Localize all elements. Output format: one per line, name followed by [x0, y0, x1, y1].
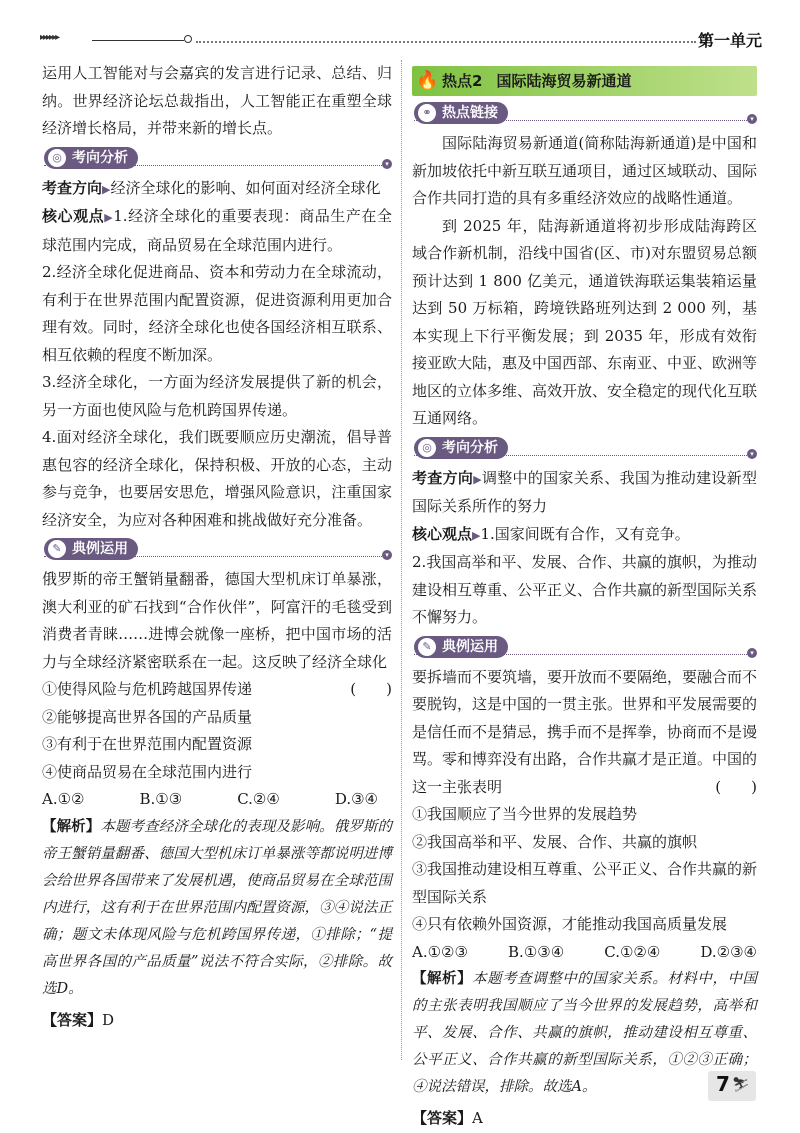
column-divider: [401, 60, 402, 1060]
option-3: ③我国推动建设相互尊重、公平正义、合作共赢的新型国际关系: [412, 860, 758, 906]
choice-a: A.①②③: [412, 942, 468, 961]
core-point-1: 核心观点▶1.经济全球化的重要表现：商品生产在全球范围内完成，商品贸易在全球范围内进行。: [42, 207, 392, 254]
core-label: 核心观点: [42, 207, 105, 225]
link-paragraph-2: 到 2025 年，陆海新通道将初步形成陆海跨区域合作新机制，沿线中国省(区、市)对东盟贸易总额预计达到 1 800 亿美元，通道铁海联运集装箱运量达到 50 万标箱，跨境铁路班列达到 2 000 列，基本实现上下行平衡发展；到 2035 年，形成有效衔接亚欧大陆，惠及中国西部、东南亚、中亚、欧洲等地区的立体多维、高效开放、安全稳定的现代化互联互通网络。: [412, 216, 758, 427]
hot-topic-title: 国际陆海贸易新通道: [496, 72, 632, 90]
analysis-paragraph: 【解析】本题考查经济全球化的表现及影响。俄罗斯的帝王蟹销量翻番、德国大型机床订单暴涨等都说明进博会给世界各国带来了发展机遇，使商品贸易在全球范围内进行，这有利于在世界范围内配置资源，③④说法正确；题文未体现风险与危机跨国界传递，①排除；“提高世界各国的产品质量”说法不符合实际，②排除。故选D。: [42, 818, 393, 997]
chevron-down-icon: ▾: [747, 449, 757, 459]
header-dotted-rule: [196, 41, 696, 43]
chevron-down-icon: ▾: [382, 550, 392, 560]
unit-title: 第一单元: [697, 31, 762, 50]
answer-blank: ( ): [715, 777, 757, 796]
page-header: [40, 28, 762, 56]
page-number-badge: [708, 1071, 756, 1101]
direction-label: 考查方向: [42, 178, 103, 197]
section-title: ◎ 考向分析: [44, 147, 138, 169]
analysis-label: 【解析】: [42, 818, 101, 835]
option-2: ②能够提高世界各国的产品质量: [42, 707, 253, 726]
runner-icon: ⛷: [732, 1077, 750, 1093]
section-bar-analysis: [412, 437, 757, 459]
option-1: ①使得风险与危机跨越国界传递: [42, 680, 253, 698]
header-arrows: ▸▸▸▸▸▸: [40, 32, 59, 43]
choice-a: A.①②: [42, 790, 85, 808]
choice-d: D.③④: [334, 790, 378, 808]
exam-direction: 考查方向▶经济全球化的影响、如何面对经济全球化: [42, 178, 381, 197]
option-1: ①我国顺应了当今世界的发展趋势: [412, 805, 638, 823]
choice-b: B.①③: [139, 790, 183, 808]
link-icon: ⚭: [418, 104, 436, 122]
choice-row: [412, 939, 757, 967]
core-point-4: 4.面对经济全球化，我们既要顺应历史潮流，倡导普惠包容的经济全球化，保持积极、开放的心态，主动参与竞争，也要居安思危，增强风险意识，注重国家经济安全，为应对各种困难和挑战做好充分准备。: [42, 428, 392, 529]
option-4: ④只有依赖外国资源，才能推动我国高质量发展: [412, 915, 728, 933]
compass-icon: ◎: [48, 149, 66, 167]
choice-c: C.②④: [237, 790, 280, 808]
answer-value: A: [472, 1109, 483, 1127]
question-stem: 要拆墙而不要筑墙，要开放而不要隔绝，要融合而不要脱钩，这是中国的一贯主张。世界和平发展需要的是信任而不是猜忌，携手而不是挥拳，协商而不是谩骂。零和博弈没有出路，合作共赢才是正道。中国的这一主张表明 ( ): [412, 664, 757, 802]
core-point-3: 3.经济全球化，一方面为经济发展提供了新的机会，另一方面也使风险与危机跨国界传递。: [42, 373, 392, 419]
section-bar-example: [412, 636, 757, 658]
direction-label: 考查方向: [412, 468, 474, 487]
chevron-down-icon: ▾: [747, 648, 757, 658]
answer-line: [42, 1007, 392, 1035]
section-title: ✎ 典例运用: [414, 636, 508, 658]
hot-topic-banner: [412, 66, 757, 96]
page-number: 7: [716, 1072, 730, 1096]
triangle-icon: ▶: [102, 182, 111, 196]
triangle-icon: ▶: [473, 472, 482, 486]
chevron-down-icon: ▾: [382, 159, 392, 169]
book-icon: ✎: [418, 638, 436, 656]
section-bar-example: [42, 538, 392, 560]
core-label: 核心观点: [412, 524, 473, 543]
hot-topic-number: 热点2: [442, 72, 483, 90]
choice-c: C.①②④: [604, 942, 661, 961]
answer-value: D: [102, 1010, 115, 1029]
triangle-icon: ▶: [104, 211, 114, 224]
chevron-down-icon: ▾: [747, 114, 757, 124]
left-column: [42, 60, 392, 1034]
question-stem: 俄罗斯的帝王蟹销量翻番，德国大型机床订单暴涨，澳大利亚的矿石找到“合作伙伴”，阿富汗的毛毯受到消费者青睐……进博会就像一座桥，把中国市场的活力与全球经济紧密联系在一起。这反映了经济全球化 ( ): [42, 566, 392, 676]
section-bar-link: [412, 102, 757, 124]
answer-blank: ( ): [350, 680, 392, 698]
core-point-1: 核心观点▶1.国家间既有合作，又有竞争。: [412, 524, 690, 543]
compass-icon: ◎: [418, 439, 436, 457]
right-column: [412, 60, 757, 1133]
option-4: ④使商品贸易在全球范围内进行: [42, 762, 253, 781]
flame-icon: 🔥: [416, 70, 439, 91]
choice-d: D.②③④: [700, 942, 757, 961]
book-icon: ✎: [48, 540, 66, 558]
section-title: ⚭ 热点链接: [414, 102, 508, 124]
triangle-icon: ▶: [472, 528, 481, 542]
section-bar-analysis: [42, 147, 392, 169]
answer-line: [412, 1105, 757, 1133]
section-title: ✎ 典例运用: [44, 538, 138, 560]
exam-direction: 考查方向▶调整中的国家关系、我国为推动建设新型国际关系所作的努力: [412, 468, 757, 515]
section-title: ◎ 考向分析: [414, 437, 508, 459]
header-circle-icon: [184, 35, 192, 43]
header-rule: [92, 40, 184, 41]
answer-label: 【答案】: [412, 1109, 473, 1127]
intro-paragraph: 运用人工智能对与会嘉宾的发言进行记录、总结、归纳。世界经济论坛总裁指出，人工智能正在重塑全球经济增长格局，并带来新的增长点。: [42, 64, 392, 137]
core-point-2: 2.我国高举和平、发展、合作、共赢的旗帜，为推动建设相互尊重、公平正义、合作共赢的新型国际关系不懈努力。: [412, 553, 758, 626]
analysis-label: 【解析】: [412, 971, 473, 987]
choice-b: B.①③④: [508, 942, 565, 961]
answer-label: 【答案】: [42, 1010, 103, 1029]
choice-row: [42, 786, 392, 814]
link-paragraph-1: 国际陆海贸易新通道(简称陆海新通道)是中国和新加坡依托中新互联互通项目，通过区域联动、国际合作共同打造的具有多重经济效应的战略性通道。: [412, 134, 758, 207]
option-2: ②我国高举和平、发展、合作、共赢的旗帜: [412, 832, 698, 851]
core-point-2: 2.经济全球化促进商品、资本和劳动力在全球流动，有利于在世界范围内配置资源，促进资源利用更加合理有效。同时，经济全球化也使各国经济相互联系、相互依赖的程度不断加深。: [42, 263, 392, 364]
option-3: ③有利于在世界范围内配置资源: [42, 735, 253, 753]
analysis-paragraph: 【解析】本题考查调整中的国家关系。材料中，中国的主张表明我国顺应了当今世界的发展趋势，高举和平、发展、合作、共赢的旗帜，推动建设相互尊重、公平正义、合作共赢的新型国际关系，①②③正确；④说法错误，排除。故选A。: [412, 971, 758, 1095]
